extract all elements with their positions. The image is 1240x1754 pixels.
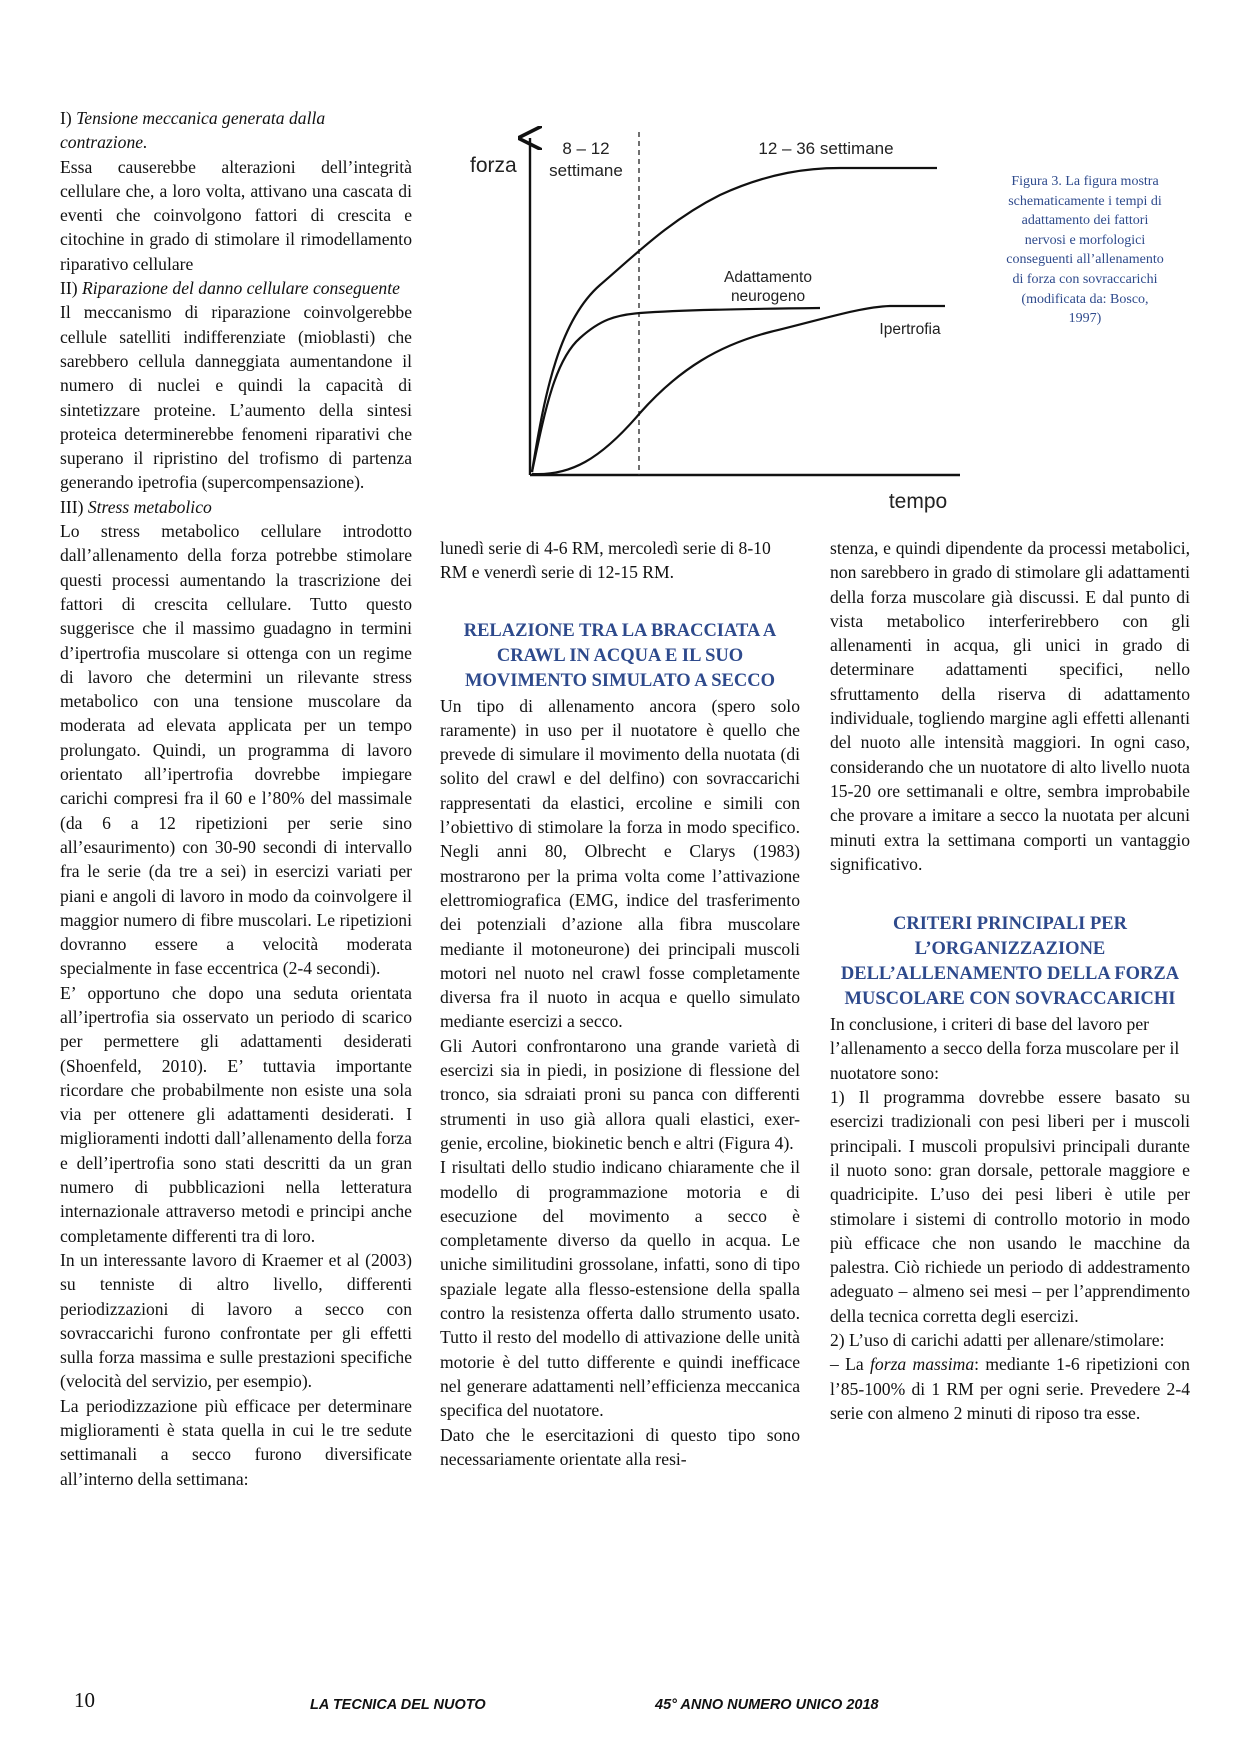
- paragraph-autori: Gli Autori confrontarono una grande varietà di esercizi sia in piedi, in posizione di flessione del tronco, sia sdraiati proni su panca con differenti strumenti in uso già allora quali elastici, exer-genie, ercoline, biokinetic bench e altri (Figura 4).: [440, 1035, 800, 1153]
- paragraph-scarico: E’ opportuno che dopo una seduta orientata all’ipertrofia sia osservato un periodo di scarico per permettere gli adattamenti desiderati (Shoenfeld, 2010). E’ tuttavia importante ricordare che probabilmente non esiste una sola via per ottenere gli adattamenti desiderati. I miglioramenti indotti dall’allenamento della forza e dell’ipertrofia sono stati descritti da un gran numero di pubblicazioni nella letteratura internazionale attraverso metodi e principi anche completamente differenti tra di loro.: [60, 982, 412, 1246]
- item2-title: Riparazione del danno cellulare conseguente: [81, 278, 400, 299]
- curve-hypertrophy-label: Ipertrofia: [879, 321, 941, 338]
- item1-heading: I) Tensione meccanica generata dalla contrazione.: [60, 108, 326, 153]
- curve-neurogenic: [532, 308, 820, 472]
- issue-info: 45° ANNO NUMERO UNICO 2018: [655, 1697, 879, 1713]
- page-number: 10: [74, 1688, 95, 1712]
- spacer: [830, 876, 1190, 912]
- item3-title: Stress metabolico: [87, 496, 212, 517]
- paragraph-criterio-2: 2) L’uso di carichi adatti per allenare/stimolare:: [830, 1330, 1165, 1351]
- column-2: [440, 536, 800, 1471]
- item3-text: Lo stress metabolico cellulare introdotto dall’allenamento della forza potrebbe stimolare questi processi aumentando la trascrizione dei fattori di crescita cellulare. Tutto questo suggerisce che il massimo guadagno in termini d’ipertrofia muscolare si ottenga con un regime di lavoro che determini un rilevante stress metabolico con una tensione muscolare da moderata ad elevata applicata per un tempo prolungato. Quindi, un programma di lavoro orientato all’ipertrofia dovrebbe impiegare carichi compresi fra il 60 e l’80% del massimale (da 6 a 12 ripetizioni per serie sino all’esaurimento) con 30-90 secondi di intervallo fra le serie (da tre a sei) in esercizi variati per piani e angoli di lavoro in modo da coinvolgere il maggior numero di fibre muscolari. Le ripetizioni dovranno essere a velocità moderata specialmente in fase eccentrica (2-4 secondi).: [60, 521, 412, 979]
- phase1-label-line2: settimane: [549, 161, 623, 180]
- item1-text: Essa causerebbe alterazioni dell’integrità cellulare che, a loro volta, attivano una cascata di eventi che coinvolgono fattori di crescita e citochine in grado di stimolare il rimodellamento riparativo cellulare: [60, 156, 412, 274]
- item3-heading: III) Stress metabolico: [60, 496, 212, 517]
- paragraph-conclusione: In conclusione, i criteri di base del lavoro per l’allenamento a secco della forza muscolare per il nuotatore sono:: [830, 1014, 1180, 1083]
- curve-neurogenic-label-line1: Adattamento: [724, 269, 812, 286]
- phase2-label: 12 – 36 settimane: [758, 139, 894, 158]
- paragraph-olbrecht: Un tipo di allenamento ancora (spero solo raramente) in uso per il nuotatore è quello che prevede di simulare il movimento della nuotata (di solito del crawl e del delfino) con sovraccarichi rappresentati da elastici, ercoline e simili con l’obiettivo di stimolare la forza in modo specifico. Negli anni 80, Olbrecht e Clarys (1983) mostrarono per la prima volta come l’attivazione elettromiografica (EMG, indice del trasferimento dei potenziali d’azione alla fibra muscolare mediante il motoneurone) dei principali muscoli motori nel nuoto nel crawl fosse completamente diversa fra il nuoto in acqua e quello simulato mediante esercizi a secco.: [440, 695, 800, 1032]
- curve-neurogenic-label-line2: neurogeno: [730, 288, 806, 305]
- paragraph-periodizzazione: La periodizzazione più efficace per determinare miglioramenti è stata quella in cui le tre sedute settimanali a secco furono diversificate all’interno della settimana:: [60, 1395, 412, 1489]
- figure-caption: Figura 3. La figura mostra schematicamente i tempi di adattamento dei fattori nervosi e morfologici conseguenti all’allenamento di forza con sovraccarichi (modificata da: Bosco, 1997): [1006, 174, 1164, 327]
- paragraph-forza-massima: – La forza massima: mediante 1-6 ripetizioni con l’85-100% di 1 RM per ogni serie. Prevedere 2-4 serie con almeno 2 minuti di riposo tra esse.: [830, 1354, 1190, 1423]
- item1-title: Tensione meccanica generata dalla contrazione.: [60, 108, 326, 153]
- column-3: [830, 536, 1190, 1425]
- y-axis-label: forza: [470, 154, 517, 177]
- spacer: [440, 585, 800, 619]
- column-1: [60, 106, 412, 1491]
- journal-title: LA TECNICA DEL NUOTO: [310, 1697, 486, 1713]
- paragraph-kraemer: In un interessante lavoro di Kraemer et al (2003) su tenniste di altro livello, differenti periodizzazioni di lavoro a secco con sovraccarichi furono confrontate per gli effetti sulla forza massima e sulle prestazioni specifiche (velocità del servizio, per esempio).: [60, 1249, 412, 1392]
- phase1-label-line1: 8 – 12: [562, 139, 610, 158]
- figure-3-chart: [440, 110, 960, 520]
- item2-text: Il meccanismo di riparazione coinvolgerebbe cellule satelliti indifferenziate (mioblasti) che sarebbero cellula danneggiata aumentandone il numero di nuclei e quindi la capacità di sintetizzare proteine. L’aumento della sintesi proteica determinerebbe fenomeni riparativi che superano il ripristino del trofismo di partenza generando ipetrofia (supercompensazione).: [60, 302, 412, 493]
- section-heading-crawl: RELAZIONE TRA LA BRACCIATA A CRAWL IN ACQUA E IL SUO MOVIMENTO SIMULATO A SECCO: [463, 620, 777, 691]
- x-axis-label: tempo: [888, 490, 948, 513]
- paragraph-risultati: I risultati dello studio indicano chiaramente che il modello di programmazione motoria e di esecuzione del movimento a secco è completamente diverso da quello in acqua. Le uniche similitudini grossolane, infatti, sono di tipo spaziale legate alla flesso-estensione della spalla contro la resistenza offerta dallo strumento usato. Tutto il resto del modello di attivazione delle unità motorie è del tutto differente e quindi inefficace nel generare adattamenti nell’efficienza meccanica specifica del nuotatore.: [440, 1157, 800, 1421]
- term-forza-massima: forza massima: [870, 1354, 975, 1375]
- paragraph-criterio-1: 1) Il programma dovrebbe essere basato su esercizi tradizionali con pesi liberi per i muscoli principali. I muscoli propulsivi principali durante il nuoto sono: gran dorsale, pettorale maggiore e quadricipite. L’uso dei pesi liberi è utile per stimolare i sistemi di controllo motorio in modo più efficace che non usando le macchine da palestra. Ciò richiede un periodo di addestramento adeguato – almeno sei mesi – per l’apprendimento della tecnica corretta degli esercizi.: [830, 1087, 1190, 1326]
- paragraph-continuation: lunedì serie di 4-6 RM, mercoledì serie di 8-10 RM e venerdì serie di 12-15 RM.: [440, 538, 771, 583]
- paragraph-esercitazioni: Dato che le esercitazioni di questo tipo sono necessariamente orientate alla resi-: [440, 1424, 800, 1469]
- section-heading-criteri: CRITERI PRINCIPALI PER L’ORGANIZZAZIONE DELL’ALLENAMENTO DELLA FORZA MUSCOLARE CON SOVRACCARICHI: [840, 914, 1180, 1010]
- paragraph-continuation: stenza, e quindi dipendente da processi metabolici, non sarebbero in grado di stimolare gli adattamenti della forza muscolare già discussi. E dal punto di vista metabolico interferirebbero con gli allenamenti in acqua, gli unici in grado di determinare adattamenti specifici, nello sfruttamento della riserva di adattamento individuale, togliendo margine agli effetti allenanti del nuoto alle intensità maggiori. In ogni caso, considerando che un nuotatore di alto livello nuota 15-20 ore settimanali e oltre, sembra improbabile che provare a imitare a secco la nuotata per alcuni minuti extra la settimana comporti un vantaggio significativo.: [830, 538, 1190, 874]
- curve-total-strength: [532, 168, 937, 472]
- item2-heading: II) Riparazione del danno cellulare conseguente: [60, 278, 400, 299]
